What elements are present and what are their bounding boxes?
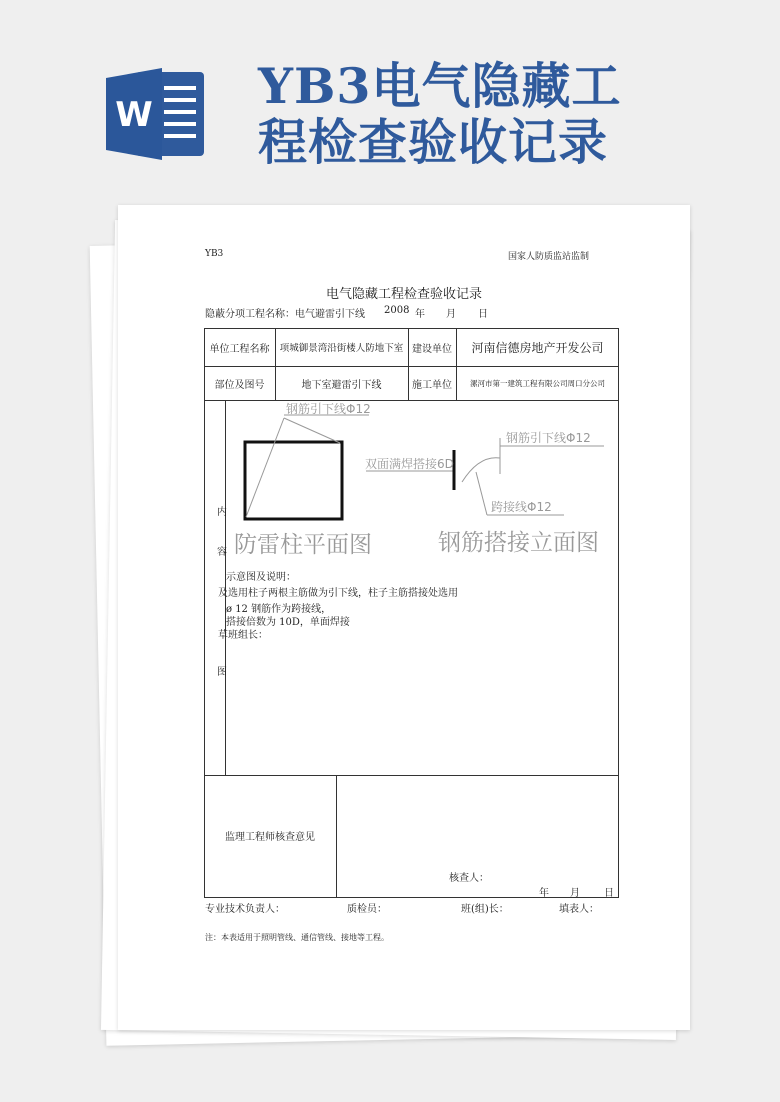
cell-label: 施工单位	[412, 379, 452, 391]
note-line: 示意图及说明：	[226, 572, 296, 583]
cell-label: 建设单位	[412, 343, 452, 355]
issuer: 国家人防质监站监制	[508, 252, 590, 262]
cell-label: 部位及图号	[214, 379, 265, 391]
note-line: 搭接倍数为 10D，单面焊接	[226, 617, 350, 628]
doc-heading: 电气隐藏工程检查验收记录	[326, 287, 483, 302]
year: 2008	[384, 305, 410, 316]
checker-label: 核查人：	[449, 873, 489, 884]
cell-value: 河南信德房地产开发公司	[471, 340, 604, 355]
signature-field: 班(组)长：	[461, 904, 509, 915]
label-weld: 双面满焊搭接6D	[365, 457, 454, 471]
label-downlead-2: 钢筋引下线Φ12	[506, 431, 591, 445]
month-label: 月	[446, 309, 456, 320]
caption-left: 防雷柱平面图	[234, 532, 372, 558]
side-label: 图	[217, 667, 227, 678]
date-day: 日	[604, 888, 614, 899]
cell-value: 漯河市第一建筑工程有限公司周口分公司	[470, 378, 605, 388]
label-jumper: 跨接线Φ12	[491, 500, 552, 514]
signature-field: 填表人：	[559, 904, 599, 915]
footnote: 注：本表适用于照明管线、通信管线、接地等工程。	[205, 933, 389, 942]
note-line: 及选用柱子两根主筋做为引下线，柱子主筋搭接处选用	[218, 588, 458, 599]
subtitle: 隐蔽分项工程名称：电气避雷引下线	[205, 309, 365, 320]
side-label: 容	[217, 547, 227, 558]
date-month: 月	[570, 888, 580, 899]
signature-field: 质检员：	[347, 904, 387, 915]
signature-field: 专业技术负责人：	[205, 904, 285, 915]
form-code: YB3	[205, 249, 224, 259]
cell-value: 项城御景湾沿街楼人防地下室	[279, 343, 404, 354]
side-label: 内	[217, 507, 227, 518]
label-downlead: 钢筋引下线Φ12	[286, 402, 371, 416]
year-label: 年	[415, 309, 425, 320]
cell-label: 单位工程名称	[209, 343, 270, 355]
diagram	[204, 400, 619, 560]
note-line: 草班组长：	[218, 630, 268, 641]
review-label: 监理工程师核查意见	[225, 831, 315, 843]
caption-right: 钢筋搭接立面图	[438, 530, 599, 556]
cell-value: 地下室避雷引下线	[301, 379, 382, 391]
banner-title: YB3电气隐藏工 程检查验收记录	[258, 57, 622, 171]
svg-text:W: W	[115, 95, 153, 135]
word-icon	[106, 68, 206, 160]
day-label: 日	[478, 309, 488, 320]
note-line: ø 12 钢筋作为跨接线，	[226, 604, 332, 615]
date-year: 年	[539, 888, 549, 899]
